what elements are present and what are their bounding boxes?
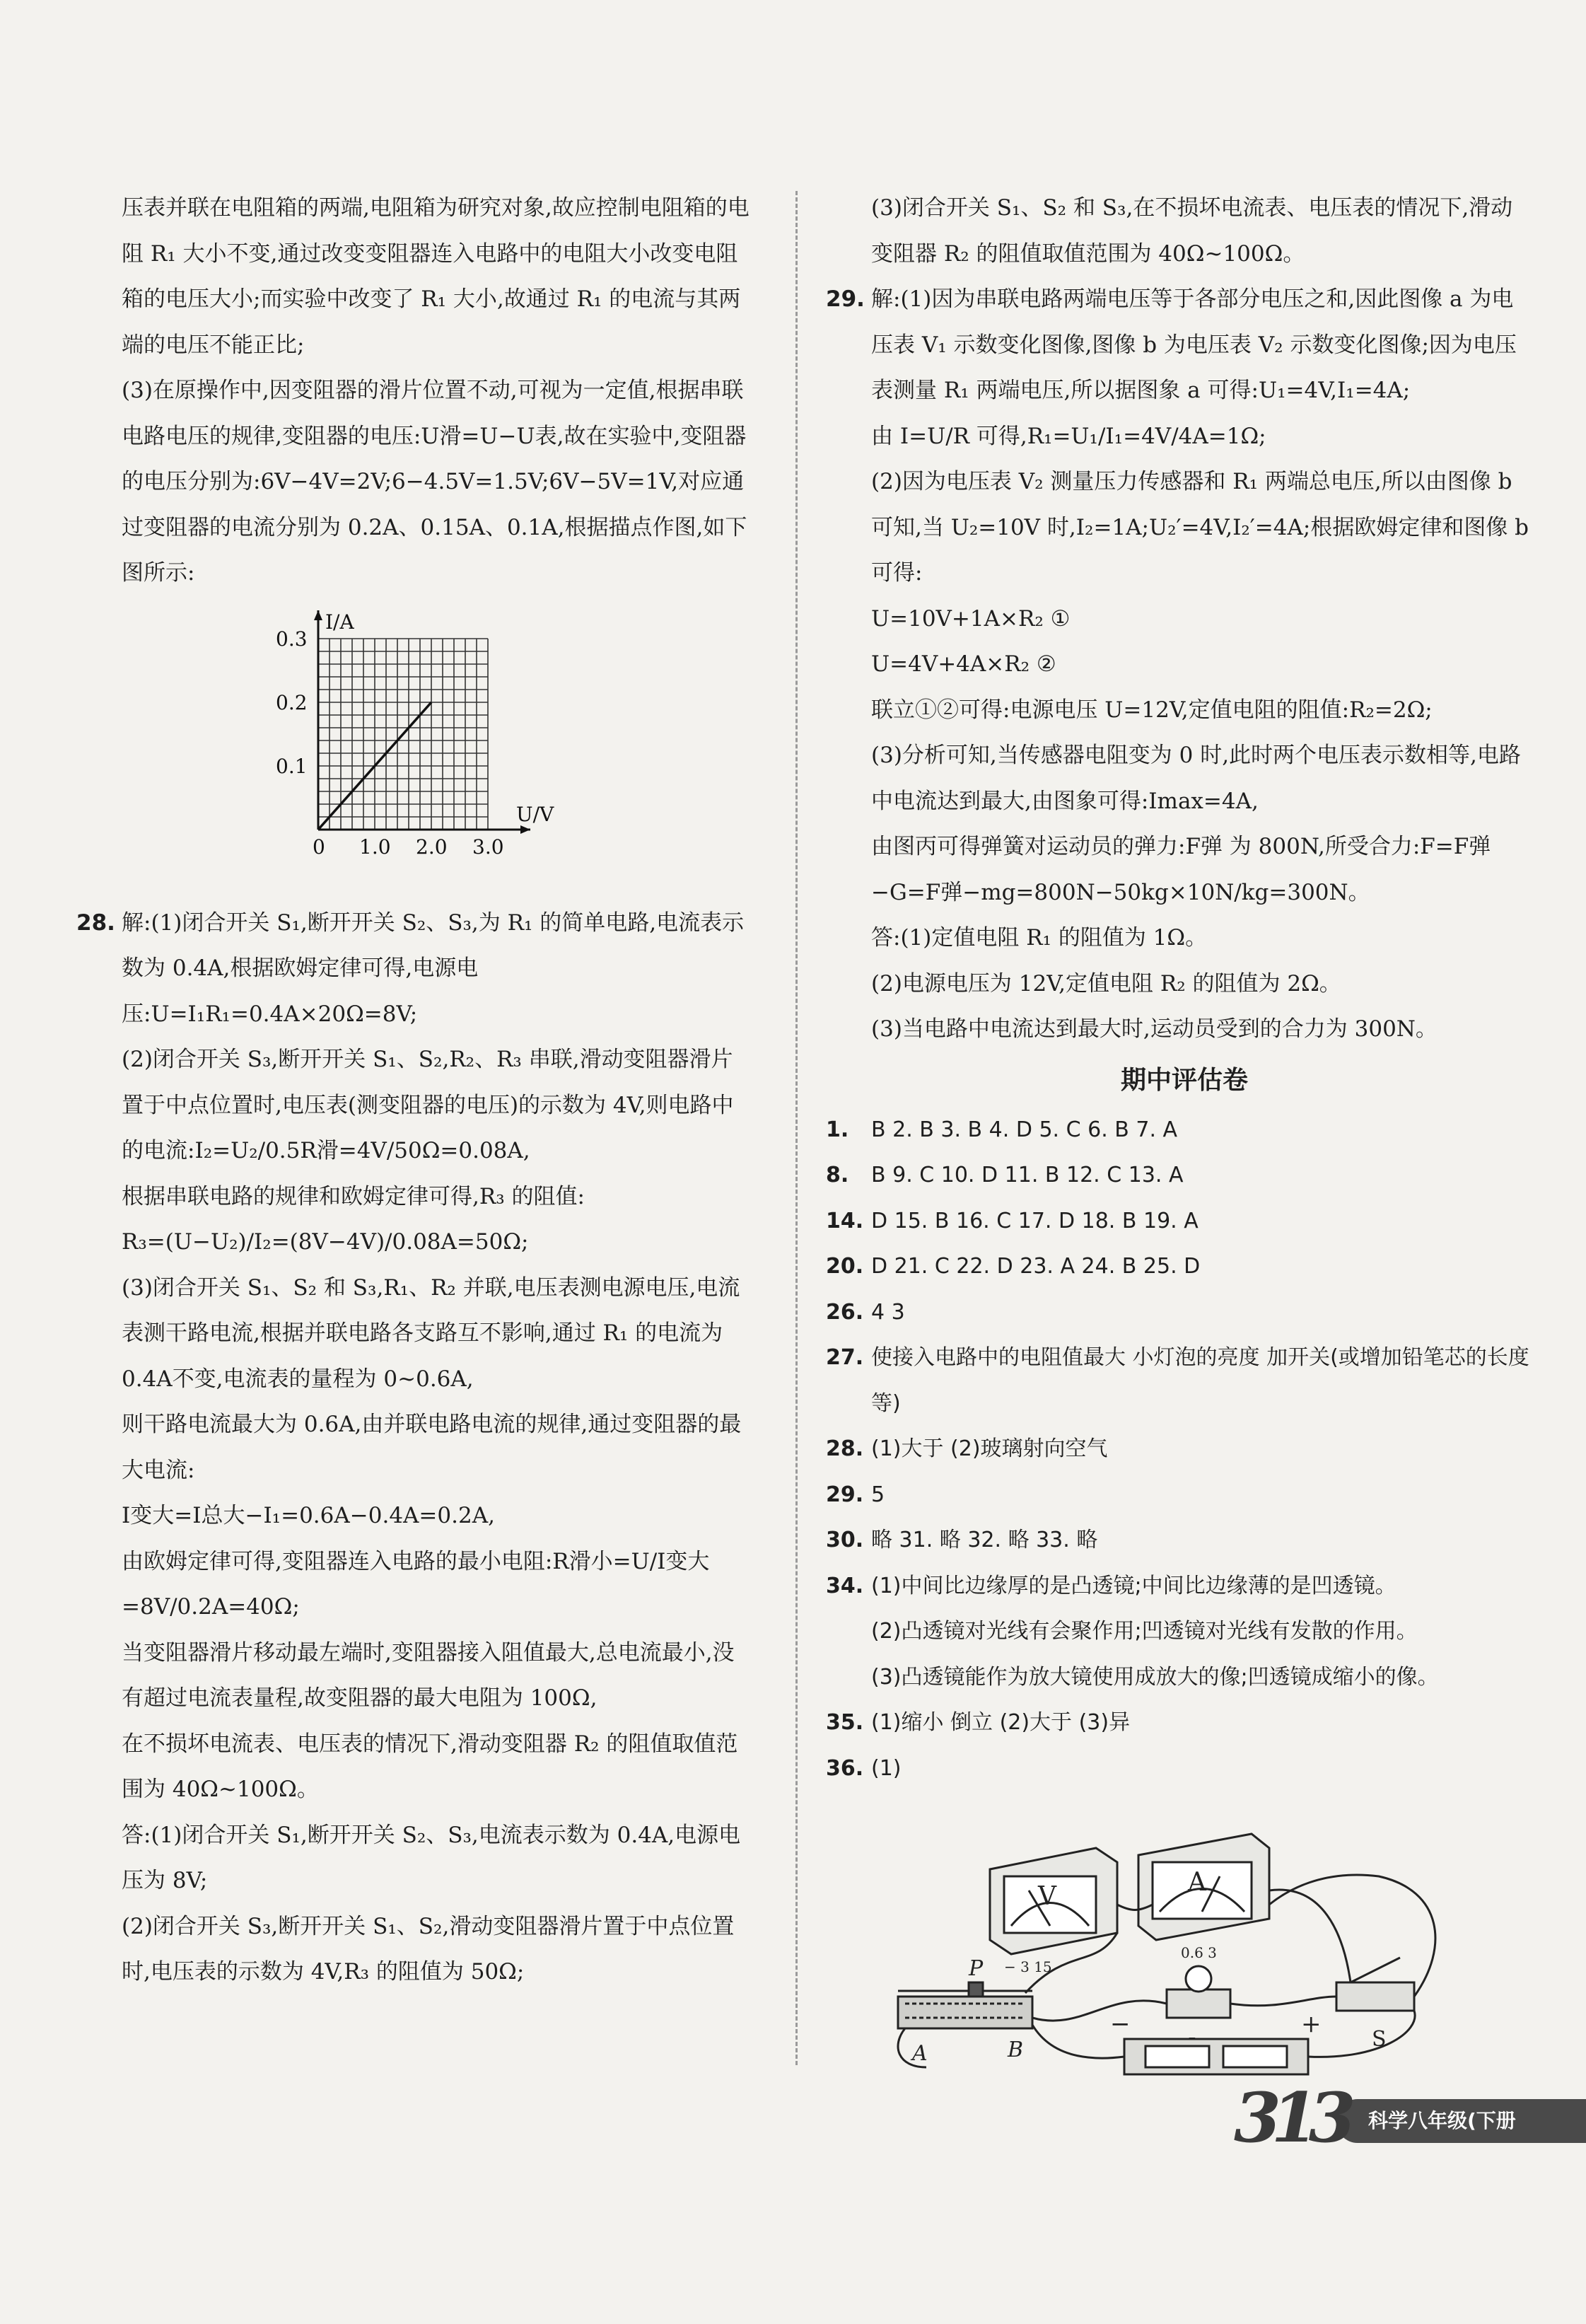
answer-text: D 21. C 22. D 23. A 24. B 25. D	[871, 1254, 1201, 1279]
page-number: 313	[1234, 2078, 1346, 2158]
y-axis-arrow	[314, 610, 322, 620]
q29-line: (2)因为电压表 V₂ 测量压力传感器和 R₁ 两端总电压,所以由图像 b 可知,当 U₂=10V 时,I₂=1A;U₂′=4V,I₂′=4A;根据欧姆定律和图像 b 可得:	[871, 469, 1529, 586]
answer-number: 28.	[826, 1436, 864, 1461]
answer-row	[834, 1609, 1534, 1655]
answer-text: 略 31. 略 32. 略 33. 略	[871, 1528, 1098, 1552]
q28-line: (3)闭合开关 S₁、S₂ 和 S₃,R₁、R₂ 并联,电压表测电源电压,电流表测干路电流,根据并联电路各支路互不影响,通过 R₁ 的电流为 0.4A不变,电流表的量程为 0~0.6A,	[122, 1274, 740, 1392]
answer-row	[826, 1108, 1534, 1154]
q28-line: 答:(1)闭合开关 S₁,断开开关 S₂、S₃,电流表示数为 0.4A,电源电压为 8V;	[122, 1822, 741, 1893]
footer-subject: 科学八年级(下册	[1368, 2109, 1516, 2132]
x-tick-label: 0	[313, 835, 325, 859]
answer-text: B 9. C 10. D 11. B 12. C 13. A	[871, 1163, 1184, 1187]
y-tick-label: 0.1	[276, 754, 308, 778]
terminal-a-label: A	[912, 2041, 928, 2066]
answer-row	[826, 1335, 1534, 1427]
q29-line: (2)电源电压为 12V,定值电阻 R₂ 的阻值为 2Ω。	[871, 970, 1341, 997]
x-axis-arrow	[520, 825, 530, 834]
slider-label: P	[969, 1956, 984, 1981]
voltmeter-label: V	[1038, 1882, 1056, 1911]
ammeter-terminals: 0.6 3	[1181, 1944, 1217, 1961]
answer-row	[826, 1472, 1534, 1518]
circuit-diagram	[834, 1791, 1534, 2088]
right-column	[826, 185, 1534, 2088]
answer-text: (1)中间比边缘厚的是凸透镜;中间比边缘薄的是凹透镜。	[871, 1573, 1397, 1598]
q29-line: 由图丙可得弹簧对运动员的弹力:F弹 为 800N,所受合力:F=F弹−G=F弹−mg=800N−50kg×10N/kg=300N。	[871, 834, 1491, 905]
ammeter	[1138, 1834, 1269, 1961]
iv-chart-svg	[262, 596, 559, 893]
answer-number: 29.	[826, 1482, 864, 1507]
q28-line: R₃=(U−U₂)/I₂=(8V−4V)/0.08A=50Ω;	[122, 1229, 529, 1255]
answer-number: 36.	[826, 1755, 864, 1781]
answer-list	[826, 1108, 1534, 1792]
answer-text: (3)凸透镜能作为放大镜使用成放大的像;凹透镜成缩小的像。	[871, 1664, 1439, 1690]
answer-number: 27.	[826, 1345, 864, 1370]
x-axis-label: U/V	[516, 802, 554, 826]
left-column	[76, 185, 750, 1995]
answer-text: (1)缩小 倒立 (2)大于 (3)异	[871, 1710, 1131, 1735]
terminal-b-label: B	[1008, 2038, 1024, 2062]
answer-text: B 2. B 3. B 4. D 5. C 6. B 7. A	[871, 1117, 1178, 1142]
iv-chart	[85, 596, 750, 900]
answer-row	[826, 1427, 1534, 1472]
battery	[1110, 2010, 1322, 2074]
voltmeter	[990, 1848, 1117, 1975]
section-title: 期中评估卷	[1120, 1065, 1248, 1095]
x-tick-label: 3.0	[472, 835, 504, 859]
answer-text: 4 3	[871, 1299, 905, 1325]
q28-line: 在不损坏电流表、电压表的情况下,滑动变阻器 R₂ 的阻值取值范围为 40Ω~100Ω。	[122, 1731, 738, 1802]
ammeter-label: A	[1188, 1868, 1206, 1897]
x-tick-label: 2.0	[416, 835, 448, 859]
answer-number: 8.	[826, 1163, 849, 1187]
q29-line: 答:(1)定值电阻 R₁ 的阻值为 1Ω。	[871, 925, 1208, 951]
answer-number: 26.	[826, 1299, 864, 1325]
answer-number: 14.	[826, 1208, 864, 1233]
q29-line: (3)分析可知,当传感器电阻变为 0 时,此时两个电压表示数相等,电路中电流达到最大,由图象可得:Imax=4A,	[871, 743, 1521, 814]
paragraph-q27-part3: (3)在原操作中,因变阻器的滑片位置不动,可视为一定值,根据串联电路电压的规律,变阻器的电压:U滑=U−U表,故在实验中,变阻器的电压分别为:6V−4V=2V;6−4.5V=1.5V;6V−5V=1V,对应通过变阻器的电流分别为 0.2A、0.15A、0.1A,根据描点作图,如下图所示:	[122, 378, 747, 586]
y-tick-label: 0.2	[276, 690, 308, 714]
paragraph-q28-part3: (3)闭合开关 S₁、S₂ 和 S₃,在不损坏电流表、电压表的情况下,滑动变阻器 R₂ 的阻值取值范围为 40Ω~100Ω。	[871, 195, 1513, 267]
q29-number: 29.	[826, 286, 865, 312]
answer-row	[826, 1700, 1534, 1746]
circuit-diagram-svg	[884, 1806, 1506, 2088]
answer-row	[826, 1290, 1534, 1336]
y-tick-label: 0.3	[276, 627, 308, 651]
column-divider	[795, 191, 798, 2065]
switch-label: S	[1372, 2027, 1387, 2052]
answer-number: 30.	[826, 1528, 864, 1552]
answer-text: 5	[871, 1482, 885, 1507]
answer-number: 20.	[826, 1254, 864, 1279]
q28-line: I变大=I总大−I₁=0.6A−0.4A=0.2A,	[122, 1503, 495, 1528]
answer-row	[826, 1746, 1534, 1792]
q28-line: 则干路电流最大为 0.6A,由并联电路电流的规律,通过变阻器的最大电流:	[122, 1412, 742, 1483]
q28-line: 解:(1)闭合开关 S₁,断开开关 S₂、S₃,为 R₁ 的简单电路,电流表示数为 0.4A,根据欧姆定律可得,电源电压:U=I₁R₁=0.4A×20Ω=8V;	[122, 910, 745, 1027]
battery-plus-label: +	[1301, 2010, 1322, 2038]
answer-row	[826, 1199, 1534, 1245]
answer-row	[826, 1518, 1534, 1564]
answer-text: (1)	[871, 1755, 902, 1781]
answer-number: 35.	[826, 1710, 864, 1735]
battery-minus-label: −	[1110, 2010, 1131, 2038]
q29-line: U=10V+1A×R₂ ①	[871, 605, 1071, 632]
y-axis-label: I/A	[325, 610, 354, 634]
q28-line: (2)闭合开关 S₃,断开开关 S₁、S₂,滑动变阻器滑片置于中点位置时,电压表的示数为 4V,R₃ 的阻值为 50Ω;	[122, 1913, 735, 1985]
answer-text: D 15. B 16. C 17. D 18. B 19. A	[871, 1208, 1199, 1233]
answer-row	[834, 1655, 1534, 1701]
q28-line: 根据串联电路的规律和欧姆定律可得,R₃ 的阻值:	[122, 1183, 585, 1209]
q28-block	[76, 900, 750, 1995]
q28-line: (2)闭合开关 S₃,断开开关 S₁、S₂,R₂、R₃ 串联,滑动变阻器滑片置于中点位置时,电压表(测变阻器的电压)的示数为 4V,则电路中的电流:I₂=U₂/0.5R滑=4V/50Ω=0.08A,	[122, 1047, 734, 1163]
answer-row	[826, 1564, 1534, 1610]
q29-line: 由 I=U/R 可得,R₁=U₁/I₁=4V/4A=1Ω;	[871, 423, 1266, 449]
q29-block	[826, 277, 1534, 1052]
x-tick-label: 1.0	[359, 835, 391, 859]
q28-line: 当变阻器滑片移动最左端时,变阻器接入阻值最大,总电流最小,没有超过电流表量程,故变阻器的最大电阻为 100Ω,	[122, 1639, 735, 1711]
answer-text: 使接入电路中的电阻值最大 小灯泡的亮度 加开关(或增加铅笔芯的长度等)	[871, 1345, 1529, 1416]
answer-text: (2)凸透镜对光线有会聚作用;凹透镜对光线有发散的作用。	[871, 1619, 1418, 1644]
q28-line: 由欧姆定律可得,变阻器连入电路的最小电阻:R滑小=U/I变大=8V/0.2A=40Ω;	[122, 1548, 710, 1620]
q29-line: (3)当电路中电流达到最大时,运动员受到的合力为 300N。	[871, 1016, 1438, 1042]
answer-number: 34.	[826, 1573, 864, 1598]
answer-row	[826, 1244, 1534, 1290]
q29-line: 联立①②可得:电源电压 U=12V,定值电阻的阻值:R₂=2Ω;	[871, 697, 1433, 723]
paragraph-q27-cont: 压表并联在电阻箱的两端,电阻箱为研究对象,故应控制电阻箱的电阻 R₁ 大小不变,通过改变变阻器连入电路中的电阻大小改变电阻箱的电压大小;而实验中改变了 R₁ 大小,故通过 R₁ 的电流与其两端的电压不能正比;	[122, 195, 750, 358]
answer-row	[826, 1153, 1534, 1199]
q28-number: 28.	[76, 910, 115, 936]
answer-number: 1.	[826, 1117, 849, 1142]
q29-line: 解:(1)因为串联电路两端电压等于各部分电压之和,因此图像 a 为电压表 V₁ 示数变化图像,图像 b 为电压表 V₂ 示数变化图像;因为电压表测量 R₁ 两端电压,所以据图象 a 可得:U₁=4V,I₁=4A;	[871, 286, 1517, 403]
q29-line: U=4V+4A×R₂ ②	[871, 651, 1056, 677]
voltmeter-terminals: − 3 15	[1004, 1958, 1052, 1975]
answer-text: (1)大于 (2)玻璃射向空气	[871, 1436, 1108, 1461]
